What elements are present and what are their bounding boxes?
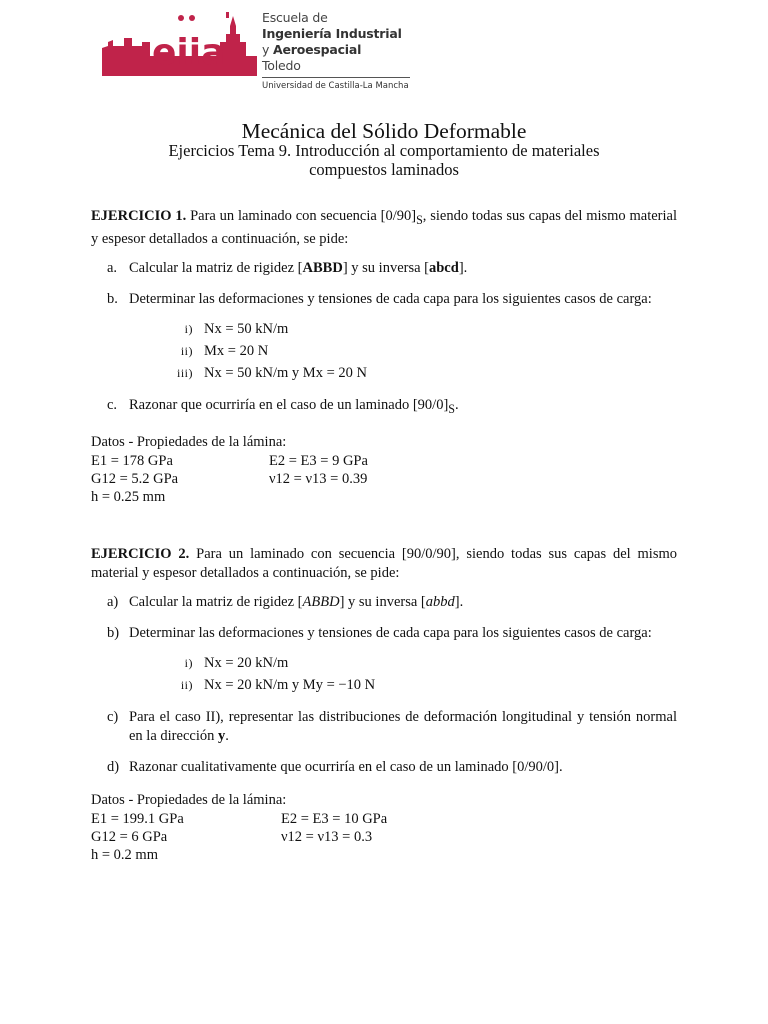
exercise-2-heading: EJERCICIO 2. [91, 545, 190, 562]
exercise-1-data [91, 433, 677, 506]
exercise-1-item-c [91, 396, 677, 419]
document-subtitle [0, 141, 768, 179]
logo-word: eiia [152, 32, 226, 73]
prop-e2-e3: E2 = E3 = 9 GPa [269, 452, 368, 469]
case-text: Nx = 20 kN/m y My = −10 N [204, 676, 376, 693]
item-a-text-2: ] y su inversa [ [342, 259, 429, 276]
school-city: Toledo [262, 58, 301, 73]
item-c-text-2: . [225, 727, 229, 744]
prop-e2-e3: E2 = E3 = 10 GPa [281, 810, 388, 827]
prop-h: h = 0.25 mm [91, 488, 166, 505]
exercise-2-item-b [91, 624, 677, 696]
item-marker: a) [107, 593, 119, 610]
load-case [129, 318, 677, 340]
exercise-1-intro-subscript: S [416, 212, 423, 227]
case-marker: ii) [180, 677, 193, 692]
exercise-2-intro: Para un laminado con secuencia [90/0/90], siendo todas sus capas del mismo material y espesor detallados a continuación, se pide: [91, 545, 677, 581]
exercise-1-heading: EJERCICIO 1. [91, 208, 187, 224]
exercise-2-statement [91, 545, 677, 583]
exercise-1-intro-part-2: , siendo todas sus capas del mismo material y espesor detallados a continuación, se pide: [91, 208, 677, 247]
exercise-2-items [91, 593, 677, 777]
university-name: Universidad de Castilla-La Mancha [262, 81, 409, 91]
exercise-1-intro-part-1: Para un laminado con secuencia [0/90] [190, 208, 417, 224]
item-a-text-3: ]. [458, 259, 468, 276]
case-text: Nx = 20 kN/m [204, 654, 289, 671]
load-case [129, 340, 677, 362]
exercise-2-item-d [91, 758, 677, 777]
exercise-2-load-cases [129, 652, 677, 696]
prop-g12: G12 = 5.2 GPa [91, 470, 179, 487]
item-marker: b) [107, 624, 120, 641]
case-text: Nx = 50 kN/m [204, 320, 289, 337]
item-marker: b. [107, 290, 118, 307]
item-a-text-1: Calcular la matriz de rigidez [ [129, 259, 303, 276]
subtitle-line-2: compuestos laminados [309, 160, 459, 179]
item-c-subscript: S [448, 401, 455, 416]
exercise-2-data [91, 791, 677, 864]
prop-g12: G12 = 6 GPa [91, 828, 168, 845]
subtitle-line-1: Ejercicios Tema 9. Introducción al comportamiento de materiales [168, 141, 600, 160]
school-line-3: y [262, 42, 270, 57]
item-marker: d) [107, 758, 120, 775]
school-logo [102, 10, 412, 90]
item-a-text-3: ]. [454, 593, 464, 610]
item-a-matrix: ABBD [302, 593, 340, 610]
item-c-text-2: . [455, 396, 459, 413]
case-text: Nx = 50 kN/m y Mx = 20 N [204, 364, 367, 381]
item-a-inverse: abcd [428, 259, 459, 276]
document-title: Mecánica del Sólido Deformable [241, 119, 527, 143]
load-case [129, 674, 677, 696]
logo-divider [262, 77, 410, 78]
document-body [91, 207, 677, 864]
item-marker: c) [107, 708, 119, 725]
case-marker: i) [184, 655, 193, 670]
item-marker: a. [107, 259, 118, 276]
item-a-text-1: Calcular la matriz de rigidez [ [129, 593, 303, 610]
item-b-text: Determinar las deformaciones y tensiones de cada capa para los siguientes casos de carga: [129, 290, 652, 307]
exercise-1-item-a [91, 259, 677, 278]
data-title: Datos - Propiedades de la lámina: [91, 433, 287, 450]
exercise-1-statement [91, 207, 677, 249]
prop-e1: E1 = 199.1 GPa [91, 810, 184, 827]
item-d-text: Razonar cualitativamente que ocurriría en el caso de un laminado [0/90/0]. [129, 758, 563, 775]
school-line-2: Ingeniería Industrial [262, 26, 402, 41]
exercise-2-item-a [91, 593, 677, 612]
school-line-1: Escuela de [262, 10, 328, 25]
prop-h: h = 0.2 mm [91, 846, 158, 863]
item-c-text-1: Para el caso II), representar las distribuciones de deformación longitudinal y tensión normal en la dirección [129, 708, 677, 744]
exercise-1-load-cases [129, 318, 677, 384]
load-case [129, 652, 677, 674]
prop-e1: E1 = 178 GPa [91, 452, 173, 469]
case-marker: i) [184, 321, 193, 336]
school-name [262, 10, 412, 92]
prop-nu: ν12 = ν13 = 0.3 [281, 828, 373, 845]
item-a-inverse: abbd [425, 593, 455, 610]
case-text: Mx = 20 N [204, 342, 269, 359]
case-marker: iii) [177, 365, 193, 380]
prop-nu: ν12 = ν13 = 0.39 [269, 470, 368, 487]
item-marker: c. [107, 396, 118, 413]
exercise-2 [91, 545, 677, 864]
exercise-1-items [91, 259, 677, 419]
exercise-2-item-c [91, 708, 677, 746]
item-c-direction: y [217, 727, 226, 744]
load-case [129, 362, 677, 384]
item-a-text-2: ] y su inversa [ [339, 593, 426, 610]
eiia-logo-icon [102, 12, 257, 78]
exercise-1-item-b [91, 290, 677, 384]
item-a-matrix: ABBD [302, 259, 343, 276]
case-marker: ii) [180, 343, 193, 358]
item-c-text-1: Razonar que ocurriría en el caso de un laminado [90/0] [129, 396, 449, 413]
school-line-4: Aeroespacial [272, 42, 362, 57]
item-b-text: Determinar las deformaciones y tensiones de cada capa para los siguientes casos de carga: [129, 624, 652, 641]
data-title: Datos - Propiedades de la lámina: [91, 791, 287, 808]
